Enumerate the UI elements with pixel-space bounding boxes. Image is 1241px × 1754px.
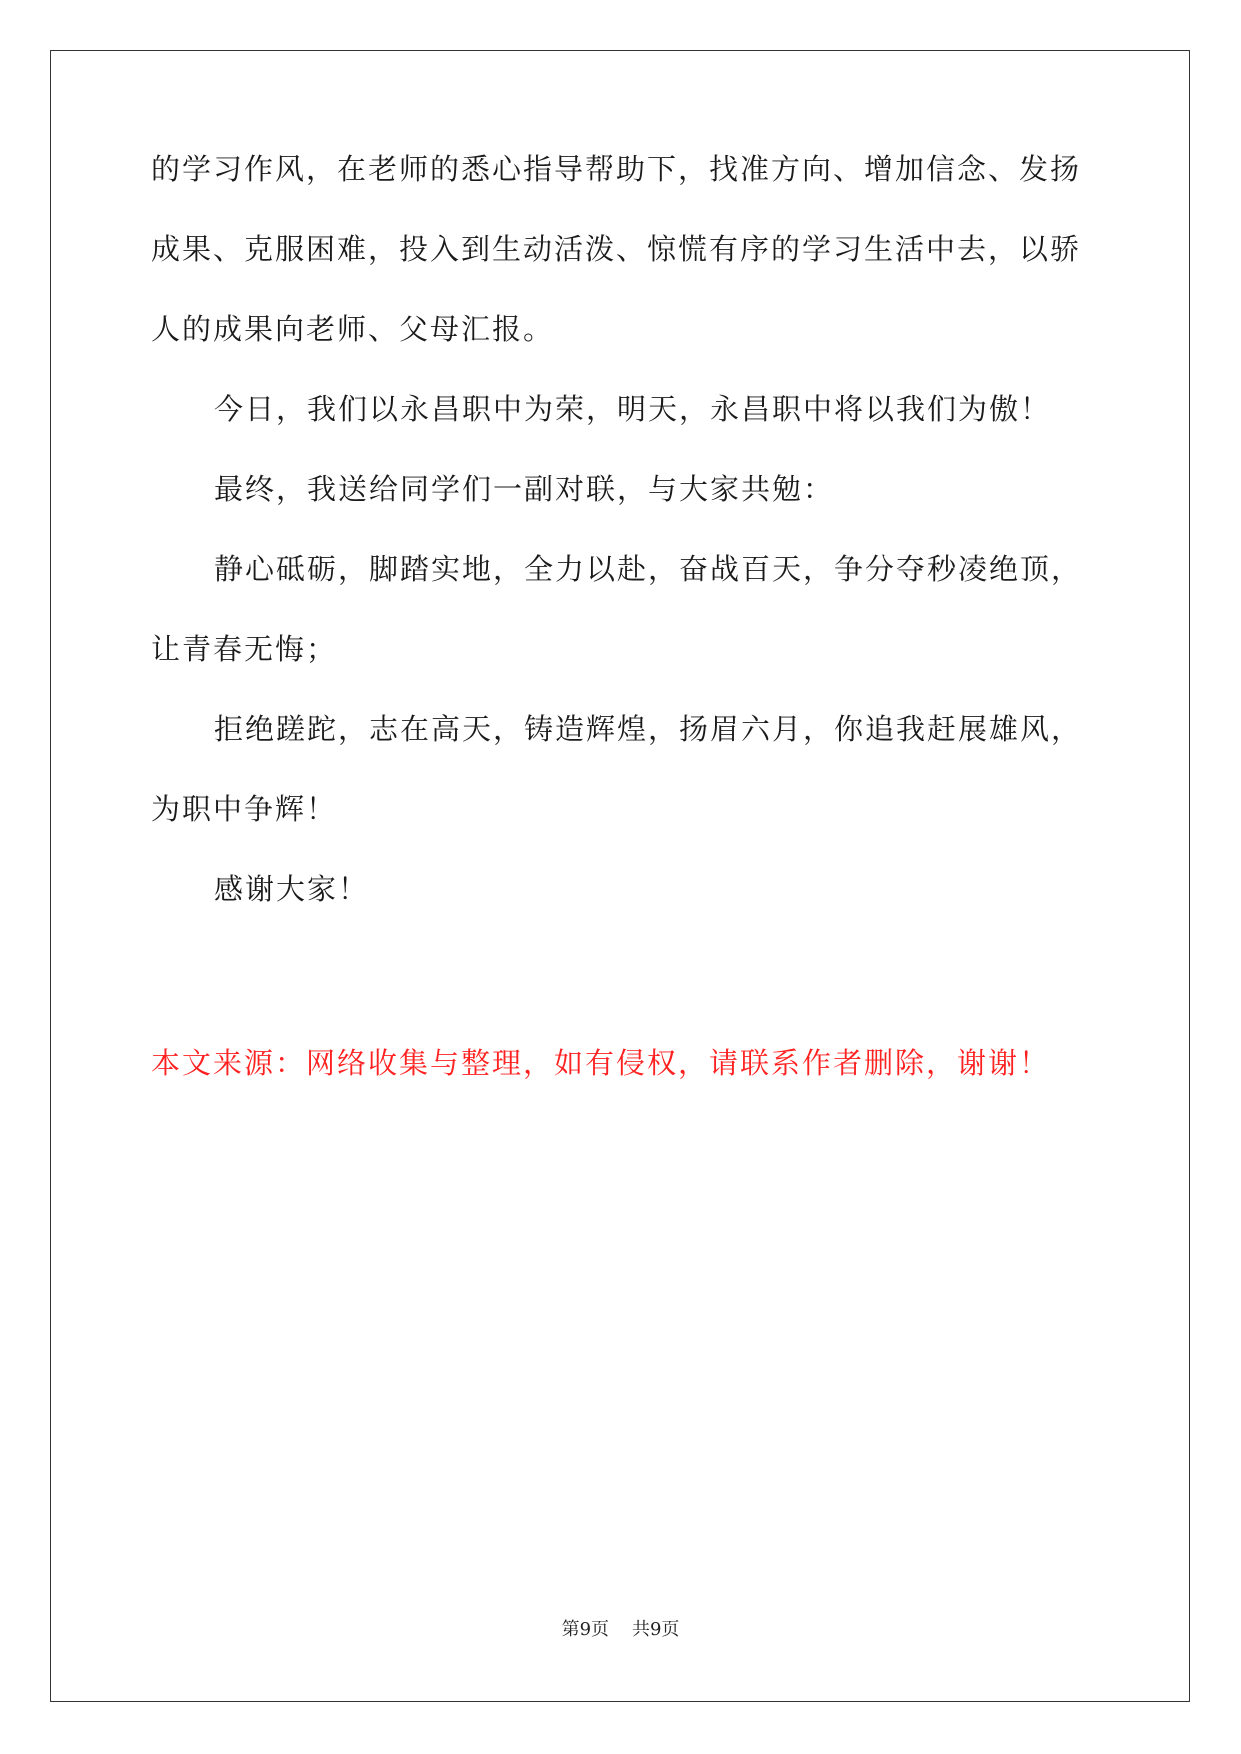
total-label-suffix: 页 [661,1619,680,1640]
source-note: 本文来源：网络收集与整理，如有侵权，请联系作者删除，谢谢！ [151,1046,1051,1080]
page-label-suffix: 页 [591,1619,610,1640]
paragraph-line: 人的成果向老师、父母汇报。 [151,312,555,346]
total-label-prefix: 共 [631,1619,650,1640]
paragraph-line: 的学习作风，在老师的悉心指导帮助下，找准方向、增加信念、发扬 [151,152,1082,186]
couplet-line: 为职中争辉！ [151,792,338,826]
closing-line: 感谢大家！ [214,872,370,906]
couplet-line: 让青春无悔； [151,632,338,666]
paragraph-line: 最终，我送给同学们一副对联，与大家共勉： [214,472,835,506]
couplet-line: 拒绝蹉跎，志在高天，铸造辉煌，扬眉六月，你追我赶展雄风， [214,712,1083,746]
paragraph-line: 今日，我们以永昌职中为荣，明天，永昌职中将以我们为傲！ [214,392,1052,426]
page-label-prefix: 第 [561,1619,580,1640]
couplet-line: 静心砥砺，脚踏实地，全力以赴，奋战百天，争分夺秒凌绝顶， [214,552,1083,586]
total-pages: 9 [649,1619,662,1640]
paragraph-line: 成果、克服困难，投入到生动活泼、惊慌有序的学习生活中去，以骄 [151,232,1082,266]
page-number: 9 [579,1619,592,1640]
page-footer [0,1620,1241,1640]
